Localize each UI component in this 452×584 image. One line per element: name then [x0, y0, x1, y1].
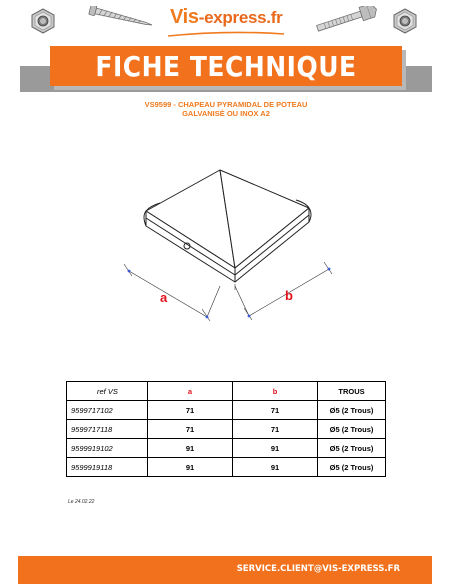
brand-rest: -express.fr — [198, 8, 283, 27]
column-header-a: a — [148, 382, 233, 401]
cell-b: 71 — [233, 420, 318, 439]
cell-trous: Ø5 (2 Trous) — [318, 458, 386, 477]
table-header-row — [67, 382, 386, 401]
cell-a: 91 — [148, 439, 233, 458]
cell-a: 71 — [148, 420, 233, 439]
dimension-b-label: b — [285, 288, 293, 303]
cell-ref: 9599717118 — [67, 420, 148, 439]
table-row — [67, 420, 386, 439]
cell-trous: Ø5 (2 Trous) — [318, 420, 386, 439]
product-line-2: GALVANISÉ OU INOX A2 — [182, 109, 270, 118]
bolt-icon — [310, 6, 382, 32]
footer-bar — [18, 556, 432, 584]
table-row — [67, 439, 386, 458]
cell-a: 71 — [148, 401, 233, 420]
brand-logo — [148, 2, 308, 38]
table-row — [67, 401, 386, 420]
service-email-link[interactable]: SERVICE.CLIENT@VIS-EXPRESS.FR — [236, 564, 400, 574]
technical-drawing — [110, 150, 342, 330]
cell-ref: 9599717102 — [67, 401, 148, 420]
table-row — [67, 458, 386, 477]
screw-icon — [85, 6, 155, 28]
page-title: FICHE TECHNIQUE — [95, 50, 357, 82]
spec-table — [66, 381, 386, 477]
cell-trous: Ø5 (2 Trous) — [318, 439, 386, 458]
product-description — [0, 100, 452, 118]
cell-a: 91 — [148, 458, 233, 477]
nut-icon — [30, 8, 56, 34]
title-banner — [50, 46, 402, 86]
column-header-b: b — [233, 382, 318, 401]
document-date: Le 24.02.22 — [68, 499, 95, 505]
nut-icon — [392, 8, 418, 34]
product-line-1: VS9599 - CHAPEAU PYRAMIDAL DE POTEAU — [144, 100, 308, 109]
brand-main: Vis — [170, 6, 199, 28]
cell-trous: Ø5 (2 Trous) — [318, 401, 386, 420]
column-header-ref: ref VS — [67, 382, 148, 401]
cell-ref: 9599919118 — [67, 458, 148, 477]
cell-b: 91 — [233, 439, 318, 458]
cell-b: 91 — [233, 458, 318, 477]
column-header-trous: TROUS — [318, 382, 386, 401]
cell-ref: 9599919102 — [67, 439, 148, 458]
cell-b: 71 — [233, 401, 318, 420]
dimension-a-label: a — [160, 290, 168, 305]
brand-swoosh-icon — [166, 30, 286, 38]
